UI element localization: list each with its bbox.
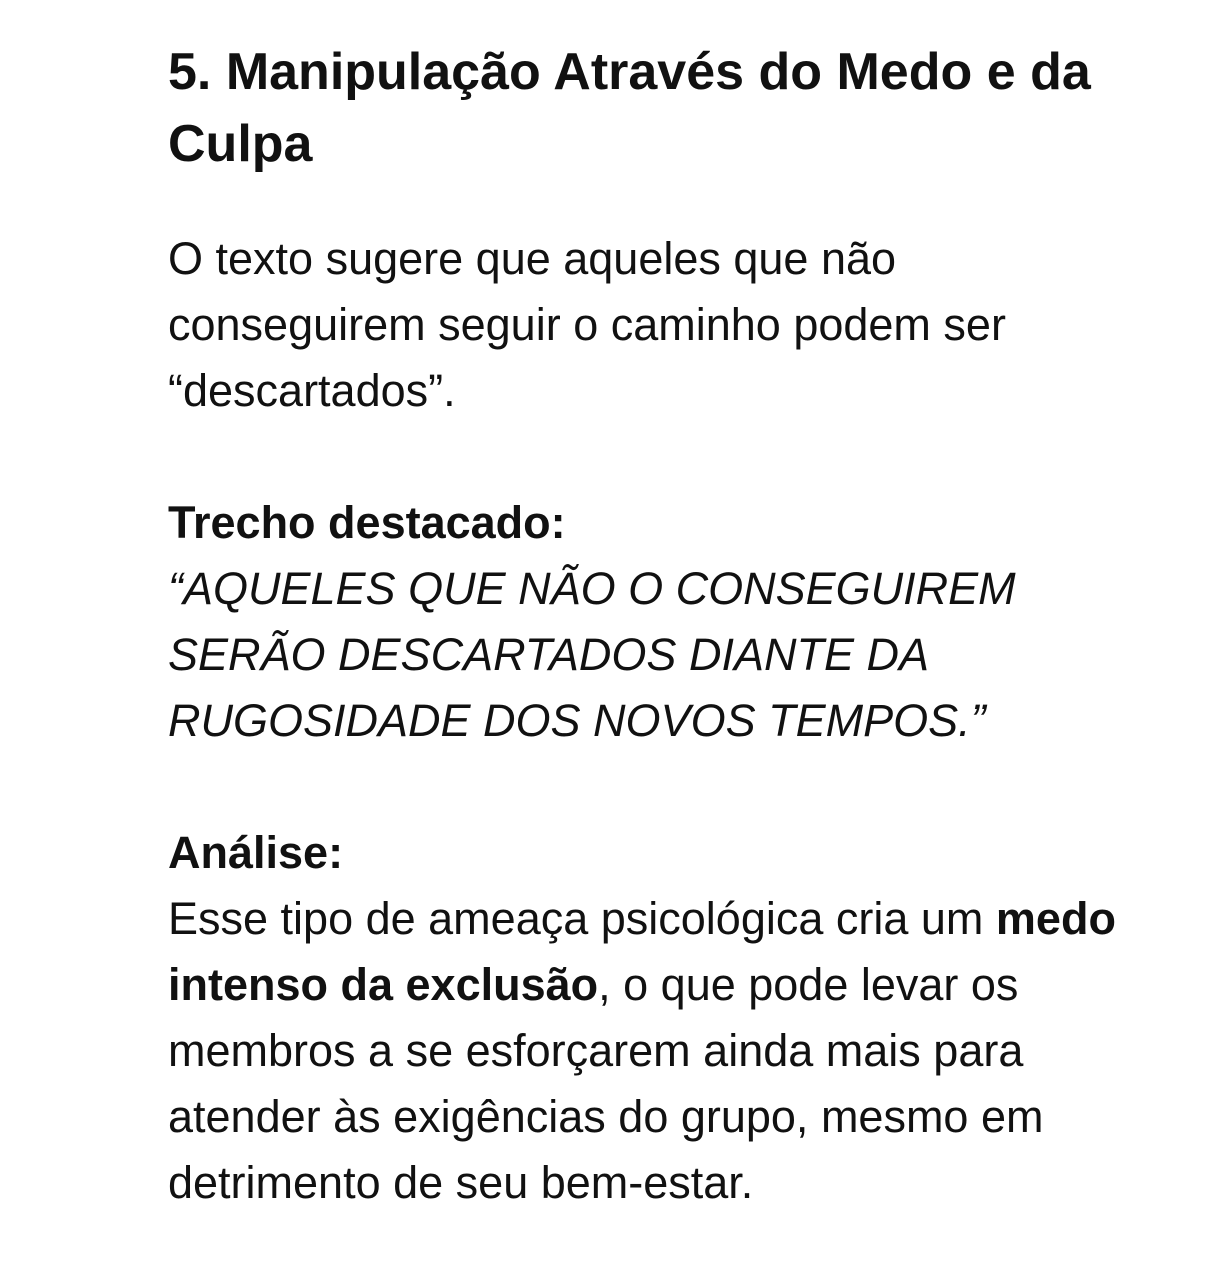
analysis-text-before: Esse tipo de ameaça psicológica cria um [168, 893, 996, 944]
highlight-label: Trecho destacado: [168, 497, 566, 548]
document-page [168, 36, 1118, 1216]
analysis-label: Análise: [168, 827, 344, 878]
analysis-text-after: , o que pode levar os membros a se esforçarem ainda mais para atender às exigências do grupo, mesmo em detrimento de seu bem-estar. [168, 959, 1044, 1208]
highlight-quote: “AQUELES QUE NÃO O CONSEGUIREM SERÃO DESCARTADOS DIANTE DA RUGOSIDADE DOS NOVOS TEMPOS.” [168, 563, 1016, 746]
analysis-text [168, 893, 1116, 1208]
analysis-block [168, 820, 1118, 1216]
highlight-block [168, 490, 1118, 754]
analysis-emphasis: medo intenso da exclusão [168, 893, 1116, 1010]
intro-paragraph: O texto sugere que aqueles que não conseguirem seguir o caminho podem ser “descartados”. [168, 233, 1006, 416]
section-title: 5. Manipulação Através do Medo e da Culpa [168, 43, 1091, 173]
